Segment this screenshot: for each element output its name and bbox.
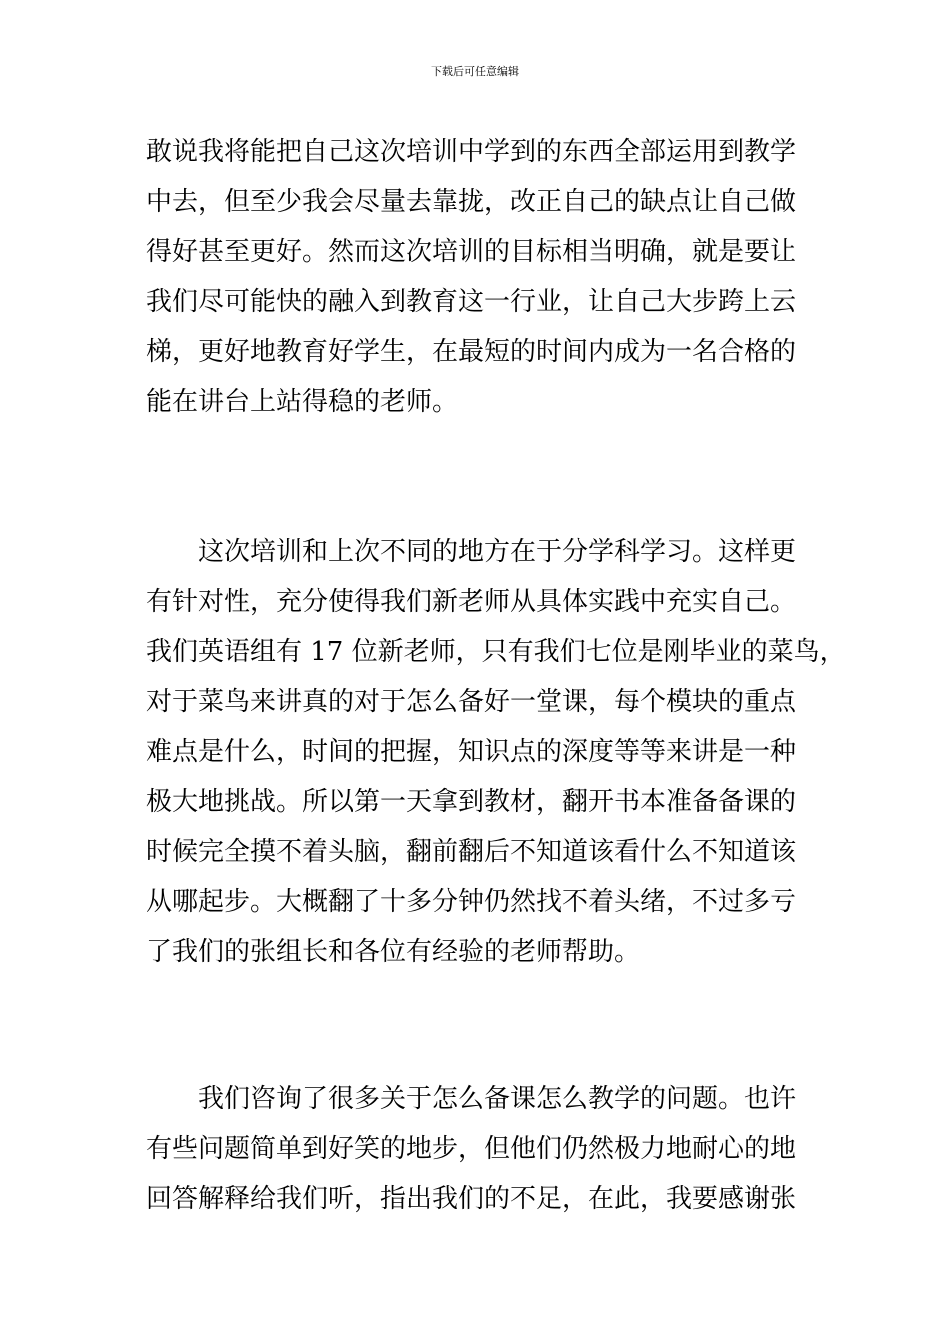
paragraph-line: 我们咨询了很多关于怎么备课怎么教学的问题。也许 xyxy=(198,1084,797,1114)
paragraph-3 xyxy=(146,1074,826,1224)
paragraph-line: 难点是什么，时间的把握，知识点的深度等等来讲是一种 xyxy=(146,737,797,767)
paragraph-line: 中去，但至少我会尽量去靠拢，改正自己的缺点让自己做 xyxy=(146,187,797,217)
paragraph-line: 有针对性，充分使得我们新老师从具体实践中充实自己。 xyxy=(146,587,797,617)
paragraph-line: 了我们的张组长和各位有经验的老师帮助。 xyxy=(146,937,641,967)
paragraph-line: 时候完全摸不着头脑，翻前翻后不知道该看什么不知道该 xyxy=(146,837,797,867)
paragraph-line: 极大地挑战。所以第一天拿到教材，翻开书本准备备课的 xyxy=(146,787,797,817)
paragraph-line: 我们英语组有 17 位新老师，只有我们七位是刚毕业的菜鸟， xyxy=(146,637,846,667)
paragraph-line: 能在讲台上站得稳的老师。 xyxy=(146,387,459,417)
paragraph-2 xyxy=(146,527,846,977)
paragraph-line: 我们尽可能快的融入到教育这一行业，让自己大步跨上云 xyxy=(146,287,797,317)
paragraph-line: 有些问题简单到好笑的地步，但他们仍然极力地耐心的地 xyxy=(146,1134,797,1164)
page-header: 下载后可任意编辑 xyxy=(431,65,519,78)
paragraph-line: 从哪起步。大概翻了十多分钟仍然找不着头绪，不过多亏 xyxy=(146,887,797,917)
paragraph-line: 对于菜鸟来讲真的对于怎么备好一堂课，每个模块的重点 xyxy=(146,687,797,717)
paragraph-line: 得好甚至更好。然而这次培训的目标相当明确，就是要让 xyxy=(146,237,797,267)
paragraph-line: 这次培训和上次不同的地方在于分学科学习。这样更 xyxy=(198,537,797,567)
paragraph-1 xyxy=(146,127,826,427)
paragraph-line: 梯，更好地教育好学生，在最短的时间内成为一名合格的 xyxy=(146,337,797,367)
paragraph-line: 回答解释给我们听，指出我们的不足，在此，我要感谢张 xyxy=(146,1184,797,1214)
paragraph-line: 敢说我将能把自己这次培训中学到的东西全部运用到教学 xyxy=(146,137,797,167)
